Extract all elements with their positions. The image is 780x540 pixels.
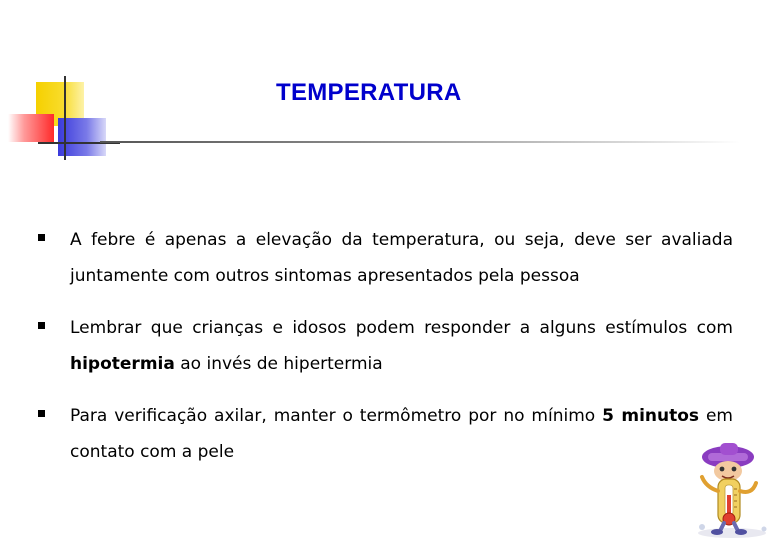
bullet-text: Para verificação axilar, manter o termômetro por no mínimo 5 minutos em contato com a pele	[70, 406, 733, 462]
bullet-item	[38, 398, 733, 470]
slide-title: TEMPERATURA	[276, 79, 462, 106]
square-bullet-icon	[38, 410, 45, 417]
bullet-text: A febre é apenas a elevação da temperatura, ou seja, deve ser avaliada juntamente com outros sintomas apresentados pela pessoa	[70, 230, 733, 286]
emphasis-5-minutos: 5 minutos	[602, 406, 700, 426]
title-divider	[100, 141, 740, 143]
corner-logo-icon	[0, 70, 120, 170]
thermometer-mascot-icon	[682, 435, 780, 540]
square-bullet-icon	[38, 322, 45, 329]
logo-vertical-line	[64, 76, 66, 160]
bullet-item	[38, 222, 733, 294]
logo-red-square	[8, 114, 54, 142]
bullet-text: Lembrar que crianças e idosos podem responder a alguns estímulos com hipotermia ao invés de hipertermia	[70, 318, 733, 374]
square-bullet-icon	[38, 234, 45, 241]
bullet-list	[38, 222, 733, 486]
bullet-item	[38, 310, 733, 382]
emphasis-hipotermia: hipotermia	[70, 354, 175, 374]
